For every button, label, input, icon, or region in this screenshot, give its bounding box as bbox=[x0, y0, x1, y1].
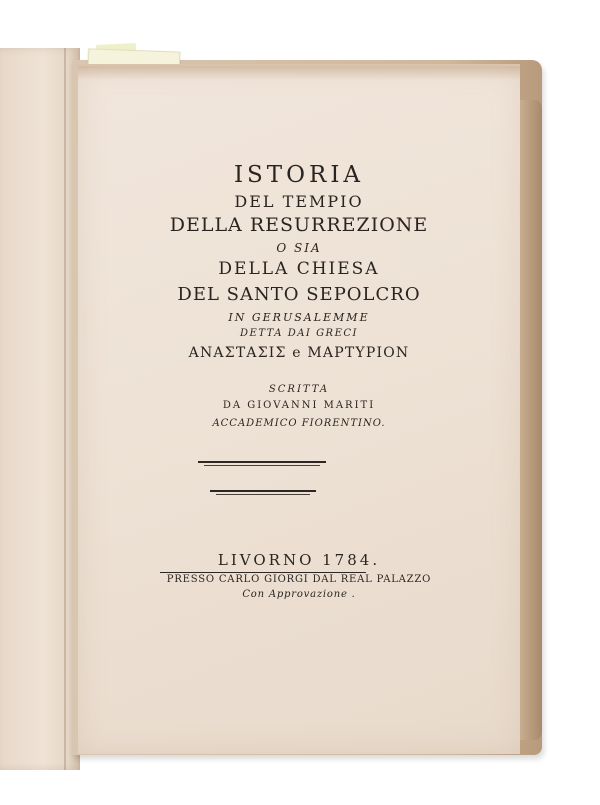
title-line-santo-sepolcro: DEL SANTO SEPOLCRO bbox=[177, 284, 421, 305]
title-line-detta-dai-greci: DETTA DAI GRECI bbox=[240, 328, 358, 339]
author-line-name: DA GIOVANNI MARITI bbox=[222, 400, 376, 411]
cover-crease bbox=[64, 48, 66, 770]
author-line-scritta: SCRITTA bbox=[268, 384, 330, 395]
title-line-greek: ΑΝΑΣΤΑΣΙΣ e ΜΑΡΤΥΡΙΟΝ bbox=[188, 345, 410, 361]
title-page bbox=[78, 64, 520, 754]
imprint-place-year: LIVORNO 1784. bbox=[217, 551, 381, 569]
ornamental-rule-lower bbox=[210, 490, 316, 492]
imprint-printer: PRESSO CARLO GIORGI DAL REAL PALAZZO bbox=[166, 574, 432, 585]
title-line-della-chiesa: DELLA CHIESA bbox=[218, 259, 380, 279]
title-line-gerusalemme: IN GERUSALEMME bbox=[228, 311, 370, 324]
front-cover-edge bbox=[0, 48, 80, 770]
page-block-edge bbox=[520, 100, 542, 740]
ornamental-rule-upper bbox=[198, 461, 326, 463]
author-line-academy: ACCADEMICO FIORENTINO. bbox=[212, 418, 386, 429]
title-line-istoria: ISTORIA bbox=[233, 162, 365, 188]
title-line-resurrezione: DELLA RESURREZIONE bbox=[169, 214, 429, 236]
imprint-approval: Con Approvazione . bbox=[242, 589, 356, 600]
page-top-stain bbox=[78, 66, 520, 80]
title-line-del-tempio: DEL TEMPIO bbox=[234, 192, 364, 211]
title-line-o-sia: O SIA bbox=[276, 241, 322, 255]
imprint-rule bbox=[160, 572, 366, 573]
